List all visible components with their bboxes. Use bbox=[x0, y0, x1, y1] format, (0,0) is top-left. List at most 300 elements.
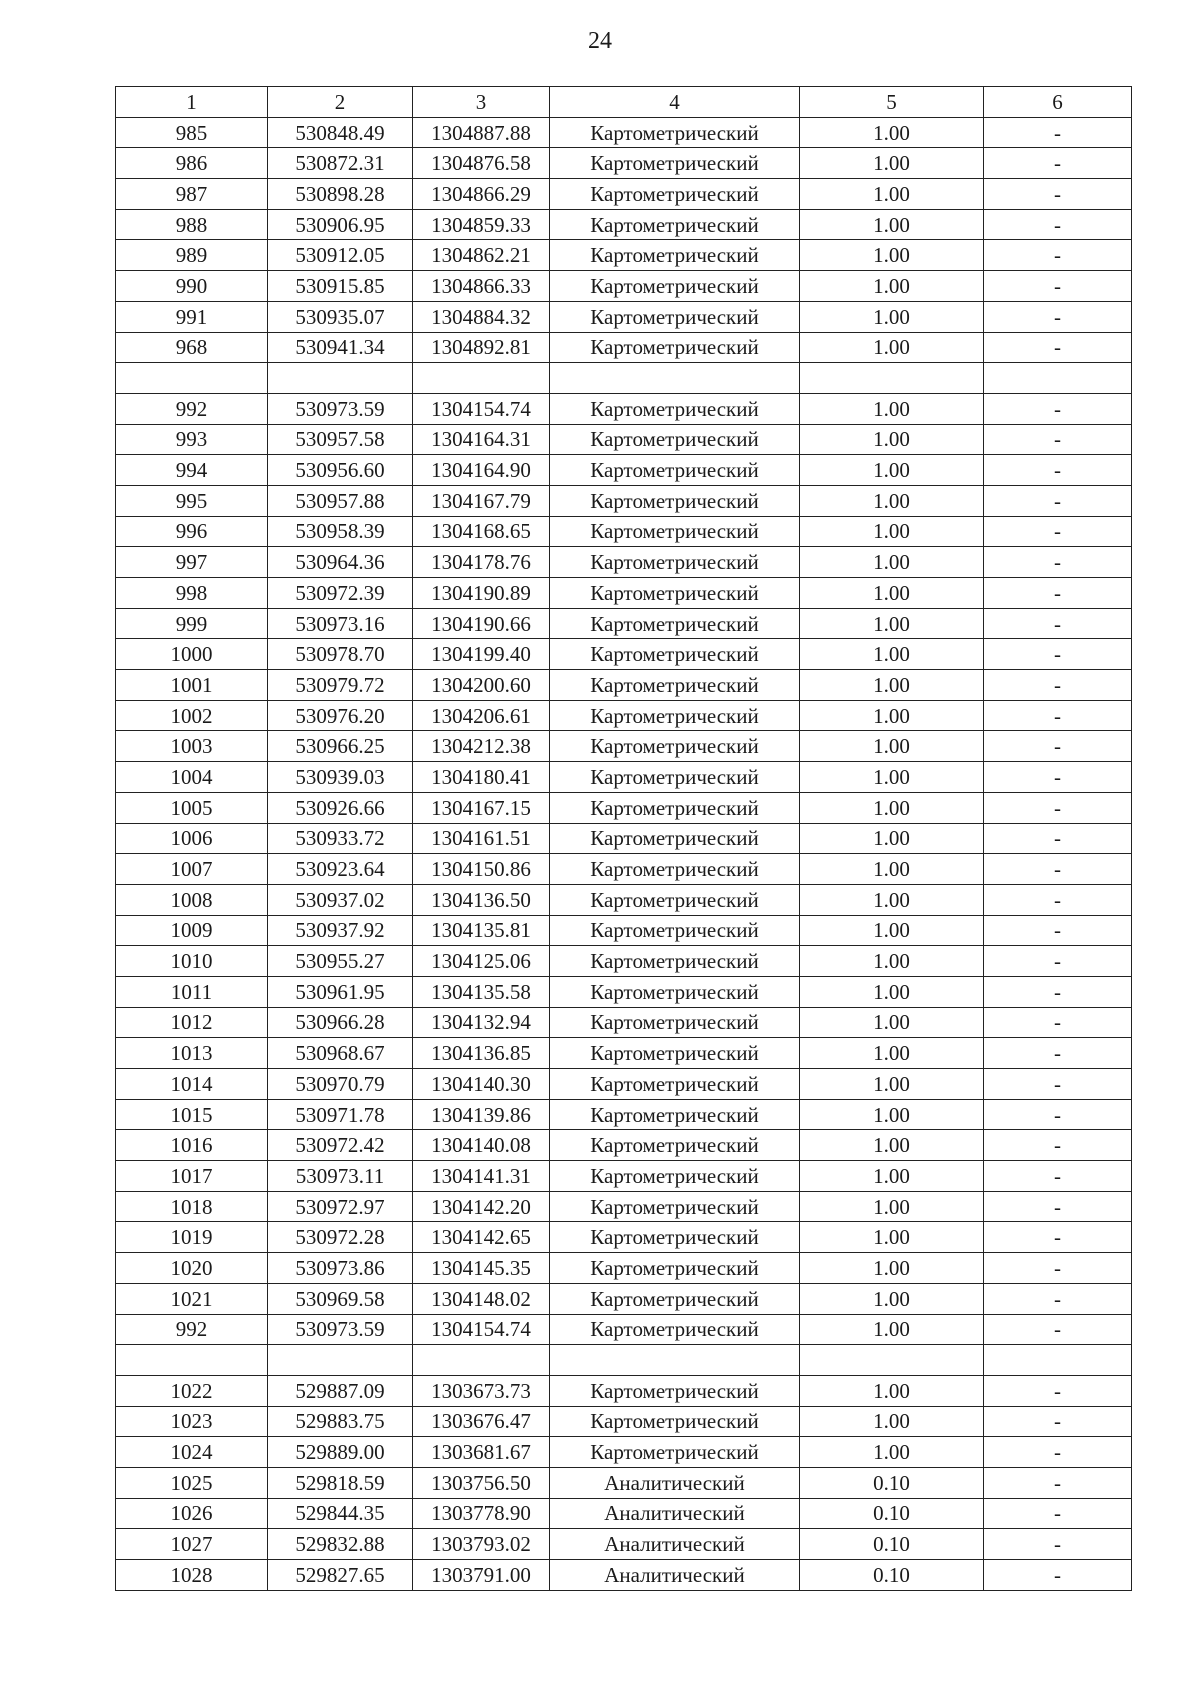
cell-x-coordinate: 530926.66 bbox=[268, 792, 413, 823]
cell-x-coordinate: 529889.00 bbox=[268, 1437, 413, 1468]
cell-y-coordinate: 1304199.40 bbox=[413, 639, 550, 670]
cell-x-coordinate: 530971.78 bbox=[268, 1099, 413, 1130]
cell-point-number: 987 bbox=[116, 179, 268, 210]
cell-accuracy: 1.00 bbox=[800, 670, 984, 701]
table-row bbox=[116, 393, 1132, 424]
table-row bbox=[116, 946, 1132, 977]
cell-accuracy: 1.00 bbox=[800, 393, 984, 424]
cell-y-coordinate: 1304140.30 bbox=[413, 1069, 550, 1100]
cell-accuracy: 1.00 bbox=[800, 1253, 984, 1284]
cell-note: - bbox=[984, 117, 1132, 148]
cell-note: - bbox=[984, 1099, 1132, 1130]
cell-y-coordinate: 1304876.58 bbox=[413, 148, 550, 179]
table-row bbox=[116, 1099, 1132, 1130]
cell-method: Картометрический bbox=[550, 424, 800, 455]
cell-accuracy: 1.00 bbox=[800, 271, 984, 302]
cell-method: Картометрический bbox=[550, 455, 800, 486]
cell-accuracy bbox=[800, 363, 984, 394]
cell-method: Картометрический bbox=[550, 1437, 800, 1468]
cell-note: - bbox=[984, 1161, 1132, 1192]
cell-y-coordinate: 1304145.35 bbox=[413, 1253, 550, 1284]
cell-y-coordinate: 1304161.51 bbox=[413, 823, 550, 854]
cell-point-number: 995 bbox=[116, 485, 268, 516]
cell-note: - bbox=[984, 424, 1132, 455]
cell-y-coordinate bbox=[413, 363, 550, 394]
cell-note: - bbox=[984, 1498, 1132, 1529]
header-row bbox=[116, 87, 1132, 118]
cell-y-coordinate: 1304135.58 bbox=[413, 976, 550, 1007]
cell-accuracy: 1.00 bbox=[800, 240, 984, 271]
cell-accuracy: 0.10 bbox=[800, 1498, 984, 1529]
cell-point-number: 1014 bbox=[116, 1069, 268, 1100]
cell-note: - bbox=[984, 639, 1132, 670]
cell-accuracy: 1.00 bbox=[800, 823, 984, 854]
cell-y-coordinate: 1303676.47 bbox=[413, 1406, 550, 1437]
cell-x-coordinate: 530966.28 bbox=[268, 1007, 413, 1038]
table-row bbox=[116, 1222, 1132, 1253]
cell-x-coordinate: 530957.58 bbox=[268, 424, 413, 455]
cell-point-number: 992 bbox=[116, 393, 268, 424]
cell-note: - bbox=[984, 608, 1132, 639]
cell-point-number: 1011 bbox=[116, 976, 268, 1007]
header-cell-6: 6 bbox=[984, 87, 1132, 118]
cell-note: - bbox=[984, 670, 1132, 701]
cell-point-number: 1013 bbox=[116, 1038, 268, 1069]
cell-x-coordinate: 530906.95 bbox=[268, 209, 413, 240]
table-row bbox=[116, 700, 1132, 731]
cell-point-number: 1022 bbox=[116, 1375, 268, 1406]
cell-note: - bbox=[984, 301, 1132, 332]
cell-method: Картометрический bbox=[550, 1069, 800, 1100]
cell-accuracy: 1.00 bbox=[800, 424, 984, 455]
cell-accuracy: 1.00 bbox=[800, 854, 984, 885]
cell-y-coordinate: 1303778.90 bbox=[413, 1498, 550, 1529]
cell-method: Аналитический bbox=[550, 1498, 800, 1529]
cell-method: Картометрический bbox=[550, 578, 800, 609]
cell-method: Картометрический bbox=[550, 271, 800, 302]
cell-note: - bbox=[984, 1314, 1132, 1345]
header-cell-5: 5 bbox=[800, 87, 984, 118]
cell-x-coordinate: 530848.49 bbox=[268, 117, 413, 148]
cell-method: Картометрический bbox=[550, 670, 800, 701]
cell-accuracy bbox=[800, 1345, 984, 1376]
cell-x-coordinate: 530937.02 bbox=[268, 884, 413, 915]
table-row bbox=[116, 240, 1132, 271]
cell-y-coordinate: 1304887.88 bbox=[413, 117, 550, 148]
cell-method: Картометрический bbox=[550, 332, 800, 363]
cell-y-coordinate: 1304142.20 bbox=[413, 1191, 550, 1222]
cell-y-coordinate: 1304136.85 bbox=[413, 1038, 550, 1069]
cell-point-number: 999 bbox=[116, 608, 268, 639]
table-row bbox=[116, 608, 1132, 639]
table-row bbox=[116, 547, 1132, 578]
cell-x-coordinate: 530898.28 bbox=[268, 179, 413, 210]
cell-y-coordinate: 1304190.89 bbox=[413, 578, 550, 609]
cell-accuracy: 1.00 bbox=[800, 1222, 984, 1253]
cell-point-number: 1006 bbox=[116, 823, 268, 854]
cell-method: Аналитический bbox=[550, 1560, 800, 1591]
cell-note: - bbox=[984, 946, 1132, 977]
cell-x-coordinate: 530939.03 bbox=[268, 762, 413, 793]
table-row bbox=[116, 884, 1132, 915]
table-row bbox=[116, 854, 1132, 885]
cell-accuracy: 1.00 bbox=[800, 608, 984, 639]
cell-note: - bbox=[984, 915, 1132, 946]
cell-y-coordinate: 1304132.94 bbox=[413, 1007, 550, 1038]
cell-point-number: 1001 bbox=[116, 670, 268, 701]
cell-method: Картометрический bbox=[550, 700, 800, 731]
cell-method: Картометрический bbox=[550, 1283, 800, 1314]
cell-x-coordinate: 530958.39 bbox=[268, 516, 413, 547]
cell-x-coordinate: 530923.64 bbox=[268, 854, 413, 885]
header-cell-4: 4 bbox=[550, 87, 800, 118]
cell-point-number: 1023 bbox=[116, 1406, 268, 1437]
cell-y-coordinate: 1304141.31 bbox=[413, 1161, 550, 1192]
cell-x-coordinate: 530968.67 bbox=[268, 1038, 413, 1069]
cell-method bbox=[550, 363, 800, 394]
cell-point-number: 1017 bbox=[116, 1161, 268, 1192]
table-row bbox=[116, 485, 1132, 516]
cell-y-coordinate: 1304154.74 bbox=[413, 393, 550, 424]
table-row bbox=[116, 455, 1132, 486]
cell-note: - bbox=[984, 823, 1132, 854]
table-row bbox=[116, 148, 1132, 179]
cell-accuracy: 1.00 bbox=[800, 946, 984, 977]
cell-accuracy: 1.00 bbox=[800, 301, 984, 332]
cell-accuracy: 0.10 bbox=[800, 1529, 984, 1560]
table-row bbox=[116, 792, 1132, 823]
cell-y-coordinate: 1304139.86 bbox=[413, 1099, 550, 1130]
table-row bbox=[116, 915, 1132, 946]
cell-point-number: 1012 bbox=[116, 1007, 268, 1038]
cell-accuracy: 1.00 bbox=[800, 209, 984, 240]
cell-x-coordinate: 530973.16 bbox=[268, 608, 413, 639]
cell-note: - bbox=[984, 455, 1132, 486]
cell-note: - bbox=[984, 854, 1132, 885]
cell-point-number: 1026 bbox=[116, 1498, 268, 1529]
cell-accuracy: 1.00 bbox=[800, 1191, 984, 1222]
cell-method: Картометрический bbox=[550, 1314, 800, 1345]
cell-note: - bbox=[984, 731, 1132, 762]
cell-point-number: 989 bbox=[116, 240, 268, 271]
cell-point-number: 991 bbox=[116, 301, 268, 332]
cell-y-coordinate: 1304142.65 bbox=[413, 1222, 550, 1253]
cell-point-number: 1016 bbox=[116, 1130, 268, 1161]
cell-y-coordinate: 1304164.31 bbox=[413, 424, 550, 455]
cell-accuracy: 1.00 bbox=[800, 117, 984, 148]
cell-point-number: 1028 bbox=[116, 1560, 268, 1591]
cell-y-coordinate: 1304164.90 bbox=[413, 455, 550, 486]
cell-y-coordinate: 1304178.76 bbox=[413, 547, 550, 578]
cell-x-coordinate: 530973.86 bbox=[268, 1253, 413, 1284]
cell-note: - bbox=[984, 209, 1132, 240]
table-row bbox=[116, 1498, 1132, 1529]
table-header bbox=[116, 87, 1132, 118]
table-row bbox=[116, 1314, 1132, 1345]
cell-accuracy: 1.00 bbox=[800, 578, 984, 609]
cell-note: - bbox=[984, 1560, 1132, 1591]
cell-method: Картометрический bbox=[550, 179, 800, 210]
cell-x-coordinate: 530912.05 bbox=[268, 240, 413, 271]
table-row bbox=[116, 1283, 1132, 1314]
cell-y-coordinate: 1304866.33 bbox=[413, 271, 550, 302]
table-row bbox=[116, 516, 1132, 547]
cell-note: - bbox=[984, 884, 1132, 915]
cell-method: Картометрический bbox=[550, 485, 800, 516]
cell-point-number: 968 bbox=[116, 332, 268, 363]
cell-y-coordinate: 1304154.74 bbox=[413, 1314, 550, 1345]
cell-accuracy: 1.00 bbox=[800, 976, 984, 1007]
cell-method: Картометрический bbox=[550, 1222, 800, 1253]
table-row bbox=[116, 1161, 1132, 1192]
cell-accuracy: 1.00 bbox=[800, 455, 984, 486]
cell-x-coordinate: 530933.72 bbox=[268, 823, 413, 854]
cell-point-number: 988 bbox=[116, 209, 268, 240]
cell-x-coordinate: 530941.34 bbox=[268, 332, 413, 363]
cell-point-number: 1005 bbox=[116, 792, 268, 823]
cell-accuracy: 1.00 bbox=[800, 547, 984, 578]
cell-note: - bbox=[984, 1130, 1132, 1161]
cell-method: Картометрический bbox=[550, 1406, 800, 1437]
cell-point-number: 1000 bbox=[116, 639, 268, 670]
cell-accuracy: 1.00 bbox=[800, 1069, 984, 1100]
cell-point-number: 1009 bbox=[116, 915, 268, 946]
cell-note: - bbox=[984, 1253, 1132, 1284]
table-row bbox=[116, 332, 1132, 363]
cell-x-coordinate: 530969.58 bbox=[268, 1283, 413, 1314]
cell-point-number: 1004 bbox=[116, 762, 268, 793]
cell-accuracy: 1.00 bbox=[800, 1437, 984, 1468]
cell-y-coordinate: 1303673.73 bbox=[413, 1375, 550, 1406]
cell-accuracy: 0.10 bbox=[800, 1467, 984, 1498]
cell-x-coordinate: 530957.88 bbox=[268, 485, 413, 516]
cell-point-number: 998 bbox=[116, 578, 268, 609]
cell-point-number bbox=[116, 363, 268, 394]
table-row bbox=[116, 578, 1132, 609]
cell-point-number: 1008 bbox=[116, 884, 268, 915]
cell-accuracy: 1.00 bbox=[800, 884, 984, 915]
cell-method: Картометрический bbox=[550, 762, 800, 793]
cell-method: Картометрический bbox=[550, 1038, 800, 1069]
table-row bbox=[116, 762, 1132, 793]
cell-accuracy: 1.00 bbox=[800, 332, 984, 363]
table-row bbox=[116, 1467, 1132, 1498]
cell-method: Картометрический bbox=[550, 639, 800, 670]
cell-point-number: 1027 bbox=[116, 1529, 268, 1560]
cell-note: - bbox=[984, 1222, 1132, 1253]
cell-accuracy: 1.00 bbox=[800, 1406, 984, 1437]
cell-y-coordinate: 1304135.81 bbox=[413, 915, 550, 946]
cell-x-coordinate bbox=[268, 363, 413, 394]
cell-accuracy: 1.00 bbox=[800, 1038, 984, 1069]
table-row bbox=[116, 1130, 1132, 1161]
cell-note: - bbox=[984, 332, 1132, 363]
cell-point-number: 1025 bbox=[116, 1467, 268, 1498]
cell-y-coordinate: 1303793.02 bbox=[413, 1529, 550, 1560]
cell-y-coordinate: 1304200.60 bbox=[413, 670, 550, 701]
cell-x-coordinate: 530978.70 bbox=[268, 639, 413, 670]
cell-accuracy: 1.00 bbox=[800, 1007, 984, 1038]
cell-y-coordinate: 1303756.50 bbox=[413, 1467, 550, 1498]
table-row bbox=[116, 301, 1132, 332]
cell-note: - bbox=[984, 1437, 1132, 1468]
cell-y-coordinate: 1304892.81 bbox=[413, 332, 550, 363]
cell-point-number: 1002 bbox=[116, 700, 268, 731]
cell-note: - bbox=[984, 1191, 1132, 1222]
cell-point-number: 1010 bbox=[116, 946, 268, 977]
cell-note: - bbox=[984, 976, 1132, 1007]
cell-method: Картометрический bbox=[550, 547, 800, 578]
cell-method: Картометрический bbox=[550, 731, 800, 762]
cell-method: Картометрический bbox=[550, 209, 800, 240]
table-row bbox=[116, 1529, 1132, 1560]
cell-point-number: 993 bbox=[116, 424, 268, 455]
cell-point-number: 1007 bbox=[116, 854, 268, 885]
cell-method: Картометрический bbox=[550, 117, 800, 148]
cell-x-coordinate: 529827.65 bbox=[268, 1560, 413, 1591]
cell-method: Картометрический bbox=[550, 946, 800, 977]
cell-point-number: 1020 bbox=[116, 1253, 268, 1284]
cell-accuracy: 1.00 bbox=[800, 915, 984, 946]
cell-accuracy: 1.00 bbox=[800, 1130, 984, 1161]
cell-y-coordinate: 1304167.79 bbox=[413, 485, 550, 516]
cell-note: - bbox=[984, 148, 1132, 179]
table-row bbox=[116, 424, 1132, 455]
table-row bbox=[116, 179, 1132, 210]
cell-method: Аналитический bbox=[550, 1529, 800, 1560]
cell-x-coordinate: 530937.92 bbox=[268, 915, 413, 946]
cell-x-coordinate: 530972.42 bbox=[268, 1130, 413, 1161]
cell-accuracy: 1.00 bbox=[800, 1314, 984, 1345]
page-number: 24 bbox=[588, 28, 612, 54]
cell-x-coordinate: 529887.09 bbox=[268, 1375, 413, 1406]
cell-note: - bbox=[984, 547, 1132, 578]
table-row bbox=[116, 1007, 1132, 1038]
cell-point-number: 985 bbox=[116, 117, 268, 148]
cell-note: - bbox=[984, 1375, 1132, 1406]
cell-accuracy: 1.00 bbox=[800, 179, 984, 210]
cell-note: - bbox=[984, 1069, 1132, 1100]
cell-method: Картометрический bbox=[550, 1099, 800, 1130]
cell-note: - bbox=[984, 516, 1132, 547]
cell-accuracy: 1.00 bbox=[800, 762, 984, 793]
cell-point-number: 1019 bbox=[116, 1222, 268, 1253]
cell-y-coordinate: 1304859.33 bbox=[413, 209, 550, 240]
cell-note: - bbox=[984, 1406, 1132, 1437]
cell-x-coordinate: 530966.25 bbox=[268, 731, 413, 762]
table-row bbox=[116, 639, 1132, 670]
cell-x-coordinate: 529844.35 bbox=[268, 1498, 413, 1529]
table-row bbox=[116, 1560, 1132, 1591]
table-row bbox=[116, 209, 1132, 240]
cell-point-number: 1015 bbox=[116, 1099, 268, 1130]
table-row bbox=[116, 363, 1132, 394]
cell-y-coordinate: 1304866.29 bbox=[413, 179, 550, 210]
cell-note: - bbox=[984, 1038, 1132, 1069]
cell-x-coordinate: 530915.85 bbox=[268, 271, 413, 302]
cell-note: - bbox=[984, 1467, 1132, 1498]
cell-method: Картометрический bbox=[550, 915, 800, 946]
table-row bbox=[116, 1345, 1132, 1376]
cell-method: Картометрический bbox=[550, 976, 800, 1007]
cell-point-number: 996 bbox=[116, 516, 268, 547]
cell-accuracy: 1.00 bbox=[800, 516, 984, 547]
cell-method: Картометрический bbox=[550, 148, 800, 179]
table-body bbox=[116, 117, 1132, 1590]
cell-x-coordinate: 530976.20 bbox=[268, 700, 413, 731]
cell-x-coordinate bbox=[268, 1345, 413, 1376]
table-row bbox=[116, 1437, 1132, 1468]
cell-note bbox=[984, 363, 1132, 394]
cell-accuracy: 1.00 bbox=[800, 1161, 984, 1192]
cell-note: - bbox=[984, 762, 1132, 793]
cell-method: Картометрический bbox=[550, 1161, 800, 1192]
header-cell-3: 3 bbox=[413, 87, 550, 118]
cell-x-coordinate: 529832.88 bbox=[268, 1529, 413, 1560]
cell-point-number bbox=[116, 1345, 268, 1376]
header-cell-2: 2 bbox=[268, 87, 413, 118]
cell-x-coordinate: 530972.97 bbox=[268, 1191, 413, 1222]
table-row bbox=[116, 976, 1132, 1007]
cell-accuracy: 1.00 bbox=[800, 1283, 984, 1314]
cell-y-coordinate: 1304148.02 bbox=[413, 1283, 550, 1314]
cell-x-coordinate: 530970.79 bbox=[268, 1069, 413, 1100]
cell-x-coordinate: 529818.59 bbox=[268, 1467, 413, 1498]
cell-x-coordinate: 530956.60 bbox=[268, 455, 413, 486]
cell-x-coordinate: 530973.11 bbox=[268, 1161, 413, 1192]
cell-accuracy: 1.00 bbox=[800, 1375, 984, 1406]
cell-method: Картометрический bbox=[550, 1130, 800, 1161]
cell-note: - bbox=[984, 393, 1132, 424]
cell-x-coordinate: 530935.07 bbox=[268, 301, 413, 332]
cell-note: - bbox=[984, 271, 1132, 302]
cell-note: - bbox=[984, 1283, 1132, 1314]
cell-y-coordinate: 1304212.38 bbox=[413, 731, 550, 762]
table-row bbox=[116, 670, 1132, 701]
cell-accuracy: 1.00 bbox=[800, 1099, 984, 1130]
cell-accuracy: 1.00 bbox=[800, 700, 984, 731]
cell-accuracy: 0.10 bbox=[800, 1560, 984, 1591]
cell-method: Картометрический bbox=[550, 393, 800, 424]
cell-note: - bbox=[984, 179, 1132, 210]
cell-y-coordinate: 1304136.50 bbox=[413, 884, 550, 915]
cell-method: Картометрический bbox=[550, 1375, 800, 1406]
cell-y-coordinate bbox=[413, 1345, 550, 1376]
cell-method: Аналитический bbox=[550, 1467, 800, 1498]
cell-note: - bbox=[984, 1529, 1132, 1560]
table-row bbox=[116, 1038, 1132, 1069]
cell-y-coordinate: 1304150.86 bbox=[413, 854, 550, 885]
cell-x-coordinate: 529883.75 bbox=[268, 1406, 413, 1437]
cell-accuracy: 1.00 bbox=[800, 792, 984, 823]
cell-x-coordinate: 530964.36 bbox=[268, 547, 413, 578]
cell-method: Картометрический bbox=[550, 854, 800, 885]
cell-x-coordinate: 530973.59 bbox=[268, 393, 413, 424]
cell-y-coordinate: 1304190.66 bbox=[413, 608, 550, 639]
table-row bbox=[116, 823, 1132, 854]
cell-x-coordinate: 530973.59 bbox=[268, 1314, 413, 1345]
cell-x-coordinate: 530972.39 bbox=[268, 578, 413, 609]
table-row bbox=[116, 1191, 1132, 1222]
cell-method bbox=[550, 1345, 800, 1376]
cell-accuracy: 1.00 bbox=[800, 148, 984, 179]
cell-x-coordinate: 530961.95 bbox=[268, 976, 413, 1007]
cell-method: Картометрический bbox=[550, 823, 800, 854]
cell-point-number: 990 bbox=[116, 271, 268, 302]
cell-note: - bbox=[984, 792, 1132, 823]
cell-note: - bbox=[984, 240, 1132, 271]
cell-method: Картометрический bbox=[550, 240, 800, 271]
